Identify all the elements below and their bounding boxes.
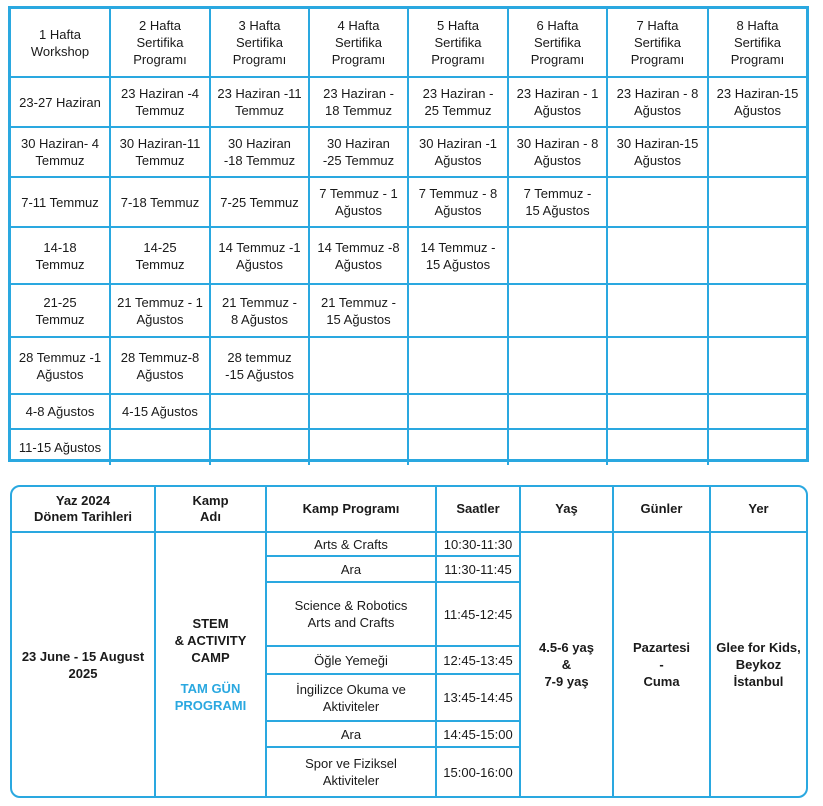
schedule-time: 12:45-13:45: [437, 647, 519, 675]
grid-cell: [509, 338, 608, 395]
program-column: [267, 533, 437, 796]
week-header: 5 Hafta Sertifika Programı: [409, 9, 509, 78]
grid-cell: [310, 430, 409, 465]
header-age: Yaş: [521, 487, 614, 533]
grid-cell: [608, 178, 709, 228]
camp-place-text: Glee for Kids, Beykoz İstanbul: [716, 640, 801, 689]
grid-cell: [111, 430, 211, 465]
camp-table: [10, 485, 808, 798]
grid-cell: 21 Temmuz - 8 Ağustos: [211, 285, 310, 338]
camp-age: [521, 533, 614, 796]
grid-cell: 21 Temmuz - 15 Ağustos: [310, 285, 409, 338]
grid-cell: 23 Haziran - 8 Ağustos: [608, 78, 709, 128]
full-day-label: TAM GÜN PROGRAMI: [174, 681, 247, 713]
grid-cell: [608, 338, 709, 395]
camp-days: [614, 533, 711, 796]
week-header: 7 Hafta Sertifika Programı: [608, 9, 709, 78]
schedule-activity: Science & Robotics Arts and Crafts: [267, 583, 435, 647]
grid-cell: 30 Haziran - 8 Ağustos: [509, 128, 608, 178]
grid-cell: [608, 285, 709, 338]
grid-cell: 23-27 Haziran: [11, 78, 111, 128]
grid-cell: [509, 395, 608, 430]
camp-name: [156, 533, 267, 796]
grid-cell: [310, 395, 409, 430]
grid-cell: 28 temmuz -15 Ağustos: [211, 338, 310, 395]
grid-cell: [409, 338, 509, 395]
schedule-activity: Arts & Crafts: [267, 533, 435, 557]
grid-cell: [211, 395, 310, 430]
week-program-grid: [8, 6, 809, 462]
schedule-time: 15:00-16:00: [443, 764, 513, 780]
grid-cell: 14 Temmuz - 15 Ağustos: [409, 228, 509, 285]
grid-cell: [709, 395, 806, 430]
grid-cell: 21 Temmuz - 1 Ağustos: [111, 285, 211, 338]
schedule-time: 11:30-11:45: [437, 557, 519, 583]
week-header: 1 Hafta Workshop: [11, 9, 111, 78]
grid-cell: 14 Temmuz -8 Ağustos: [310, 228, 409, 285]
grid-cell: [709, 228, 806, 285]
week-header: 3 Hafta Sertifika Programı: [211, 9, 310, 78]
grid-cell: 4-15 Ağustos: [111, 395, 211, 430]
grid-cell: 23 Haziran - 25 Temmuz: [409, 78, 509, 128]
grid-cell: 30 Haziran -1 Ağustos: [409, 128, 509, 178]
camp-place: [711, 533, 806, 796]
grid-cell: 4-8 Ağustos: [11, 395, 111, 430]
grid-cell: 7-11 Temmuz: [11, 178, 111, 228]
grid-cell: 14 Temmuz -1 Ağustos: [211, 228, 310, 285]
schedule-time: 14:45-15:00: [437, 722, 519, 748]
grid-cell: [709, 178, 806, 228]
grid-cell: [709, 430, 806, 465]
grid-cell: 30 Haziran-15 Ağustos: [608, 128, 709, 178]
camp-dates: [12, 533, 156, 796]
camp-name-text: STEM & ACTIVITY CAMP: [174, 616, 247, 665]
grid-cell: 14-18 Temmuz: [11, 228, 111, 285]
grid-cell: 7 Temmuz - 8 Ağustos: [409, 178, 509, 228]
week-header: 4 Hafta Sertifika Programı: [310, 9, 409, 78]
grid-cell: [509, 285, 608, 338]
week-header: 6 Hafta Sertifika Programı: [509, 9, 608, 78]
grid-cell: 30 Haziran -25 Temmuz: [310, 128, 409, 178]
grid-cell: 30 Haziran -18 Temmuz: [211, 128, 310, 178]
grid-cell: [409, 395, 509, 430]
header-camp-name: Kamp Adı: [156, 487, 267, 533]
grid-cell: [310, 338, 409, 395]
grid-cell: 23 Haziran - 1 Ağustos: [509, 78, 608, 128]
grid-cell: 7 Temmuz - 1 Ağustos: [310, 178, 409, 228]
header-program: Kamp Programı: [267, 487, 437, 533]
schedule-activity: Ara: [267, 557, 435, 583]
grid-cell: [211, 430, 310, 465]
week-header: 2 Hafta Sertifika Programı: [111, 9, 211, 78]
schedule-activity: Ara: [267, 722, 435, 748]
grid-cell: 28 Temmuz -1 Ağustos: [11, 338, 111, 395]
camp-dates-text: 23 June - 15 August 2025: [21, 648, 145, 681]
grid-cell: 7-25 Temmuz: [211, 178, 310, 228]
header-place: Yer: [711, 487, 806, 533]
header-hours: Saatler: [437, 487, 521, 533]
grid-cell: [709, 128, 806, 178]
schedule-activity: İngilizce Okuma ve Aktiviteler: [267, 675, 435, 722]
grid-cell: 21-25 Temmuz: [11, 285, 111, 338]
grid-cell: [608, 228, 709, 285]
grid-cell: 11-15 Ağustos: [11, 430, 111, 465]
grid-cell: [409, 285, 509, 338]
header-days: Günler: [614, 487, 711, 533]
week-header: 8 Hafta Sertifika Programı: [709, 9, 806, 78]
grid-cell: 14-25 Temmuz: [111, 228, 211, 285]
grid-cell: [709, 285, 806, 338]
schedule-time: 11:45-12:45: [437, 583, 519, 647]
grid-cell: [608, 430, 709, 465]
grid-cell: [409, 430, 509, 465]
hours-column: [437, 533, 521, 796]
schedule-activity: Öğle Yemeği: [267, 647, 435, 675]
grid-cell: 23 Haziran - 18 Temmuz: [310, 78, 409, 128]
grid-cell: [608, 395, 709, 430]
camp-age-text: 4.5-6 yaş & 7-9 yaş: [539, 640, 594, 689]
camp-days-text: Pazartesi - Cuma: [632, 640, 691, 689]
grid-cell: [509, 430, 608, 465]
header-dates: Yaz 2024 Dönem Tarihleri: [12, 487, 156, 533]
schedule-time: 13:45-14:45: [437, 675, 519, 722]
grid-cell: [509, 228, 608, 285]
schedule-time: 10:30-11:30: [437, 533, 519, 557]
grid-cell: 23 Haziran -4 Temmuz: [111, 78, 211, 128]
grid-cell: 7 Temmuz - 15 Ağustos: [509, 178, 608, 228]
grid-cell: 28 Temmuz-8 Ağustos: [111, 338, 211, 395]
grid-cell: 30 Haziran- 4 Temmuz: [11, 128, 111, 178]
schedule-activity: Spor ve Fiziksel Aktiviteler: [305, 756, 397, 788]
grid-cell: 23 Haziran-15 Ağustos: [709, 78, 806, 128]
grid-cell: 23 Haziran -11 Temmuz: [211, 78, 310, 128]
grid-cell: [709, 338, 806, 395]
grid-cell: 7-18 Temmuz: [111, 178, 211, 228]
grid-cell: 30 Haziran-11 Temmuz: [111, 128, 211, 178]
